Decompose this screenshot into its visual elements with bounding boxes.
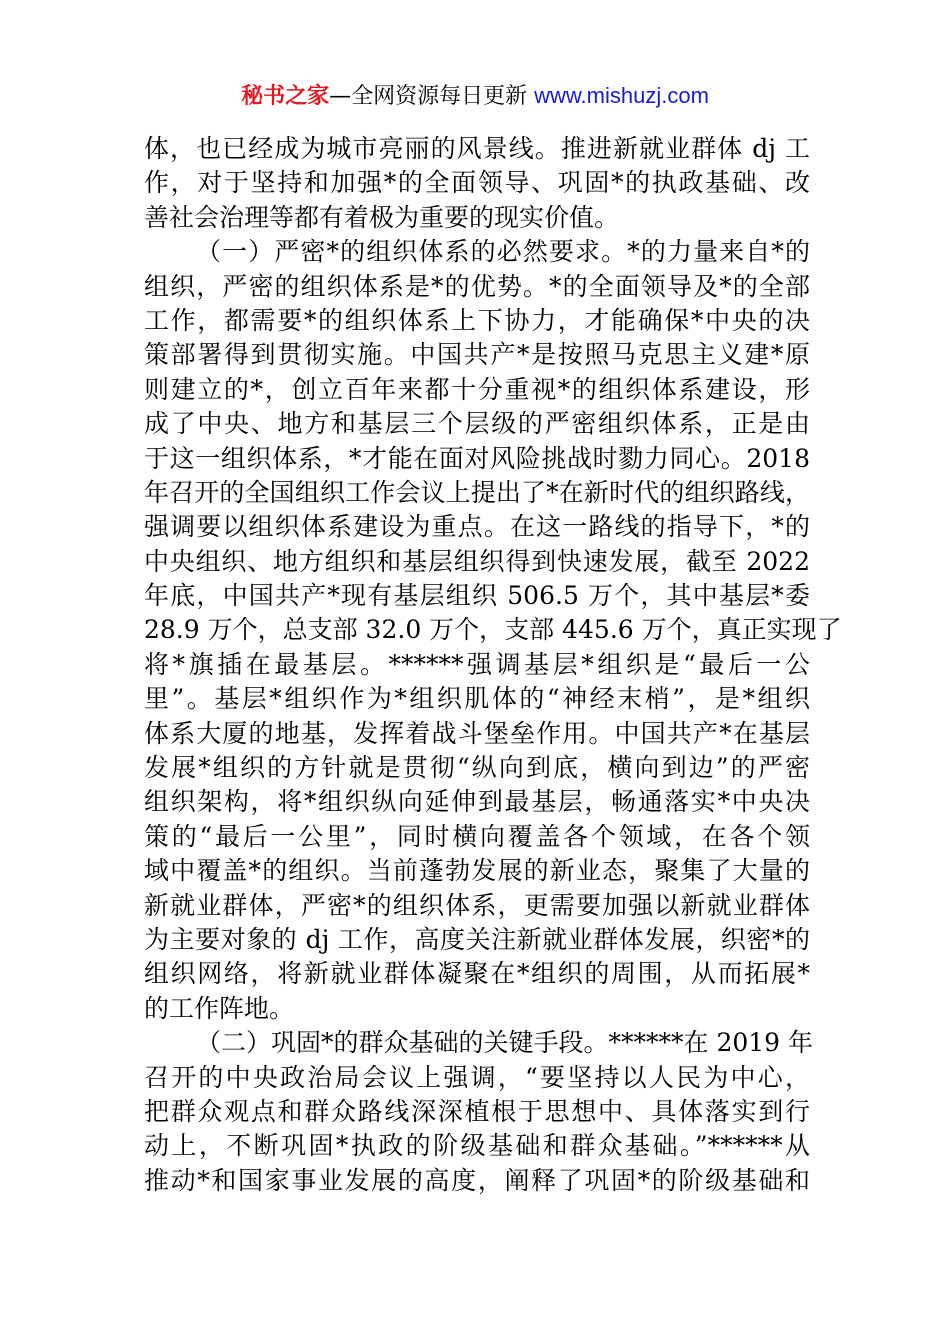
text-line: 召开的中央政治局会议上强调，“要坚持以人民为中心，	[144, 1062, 810, 1092]
text-line: 中央组织、地方组织和基层组织得到快速发展，截至 2022	[144, 546, 810, 576]
text-line: 动上，不断巩固*执政的阶级基础和群众基础。”******从	[144, 1131, 810, 1161]
text-line: 年底，中国共产*现有基层组织 506.5 万个，其中基层*委	[144, 581, 810, 611]
document-body	[144, 132, 842, 1198]
text-line: 成了中央、地方和基层三个层级的严密组织体系，正是由	[144, 409, 810, 439]
text-line: 组织架构，将*组织纵向延伸到最基层，畅通落实*中央决	[144, 787, 810, 817]
text-line: 域中覆盖*的组织。当前蓬勃发展的新业态，聚集了大量的	[144, 856, 810, 886]
text-line: 则建立的*，创立百年来都十分重视*的组织体系建设，形	[144, 374, 810, 404]
site-header	[0, 80, 950, 113]
text-line: 为主要对象的 dj 工作，高度关注新就业群体发展，织密*的	[144, 924, 810, 954]
text-line: 强调要以组织体系建设为重点。在这一路线的指导下，*的	[144, 512, 810, 542]
text-line: 28.9 万个，总支部 32.0 万个，支部 445.6 万个，真正实现了	[144, 615, 842, 645]
text-line: 工作，都需要*的组织体系上下协力，才能确保*中央的决	[144, 305, 810, 335]
text-line: 作，对于坚持和加强*的全面领导、巩固*的执政基础、改	[144, 168, 810, 198]
site-tagline: —全网资源每日更新	[329, 84, 535, 109]
text-line: 于这一组织体系，*才能在面对风险挑战时勠力同心。2018	[144, 443, 810, 473]
text-line: 的工作阵地。	[144, 993, 295, 1023]
site-brand: 秘书之家	[241, 84, 330, 109]
text-line: 把群众观点和群众路线深深植根于思想中、具体落实到行	[144, 1096, 810, 1126]
text-line: 体，也已经成为城市亮丽的风景线。推进新就业群体 dj 工	[144, 134, 810, 163]
text-line: 年召开的全国组织工作会议上提出了*在新时代的组织路线，	[144, 477, 810, 507]
text-line: 策部署得到贯彻实施。中国共产*是按照马克思主义建*原	[144, 340, 810, 370]
text-line: 体系大厦的地基，发挥着战斗堡垒作用。中国共产*在基层	[144, 718, 810, 748]
text-line: 发展*组织的方针就是贯彻“纵向到底，横向到边”的严密	[144, 753, 810, 783]
text-line: 里”。基层*组织作为*组织肌体的“神经末梢”，是*组织	[144, 684, 810, 714]
paragraph-heading-line: （二）巩固*的群众基础的关键手段。******在 2019 年	[196, 1028, 814, 1058]
text-line: 将*旗插在最基层。******强调基层*组织是“最后一公	[144, 649, 810, 679]
text-line: 组织网络，将新就业群体凝聚在*组织的周围，从而拓展*	[144, 959, 810, 989]
text-line: 新就业群体，严密*的组织体系，更需要加强以新就业群体	[144, 890, 810, 920]
text-line: 组织，严密的组织体系是*的优势。*的全面领导及*的全部	[144, 271, 810, 301]
text-line: 善社会治理等都有着极为重要的现实价值。	[144, 202, 620, 232]
text-line: 策的“最后一公里”，同时横向覆盖各个领域，在各个领	[144, 821, 810, 851]
paragraph-heading-line: （一）严密*的组织体系的必然要求。*的力量来自*的	[196, 237, 810, 267]
text-line: 推动*和国家事业发展的高度，阐释了巩固*的阶级基础和	[144, 1165, 810, 1195]
site-url-link[interactable]: www.mishuzj.com	[534, 83, 709, 108]
